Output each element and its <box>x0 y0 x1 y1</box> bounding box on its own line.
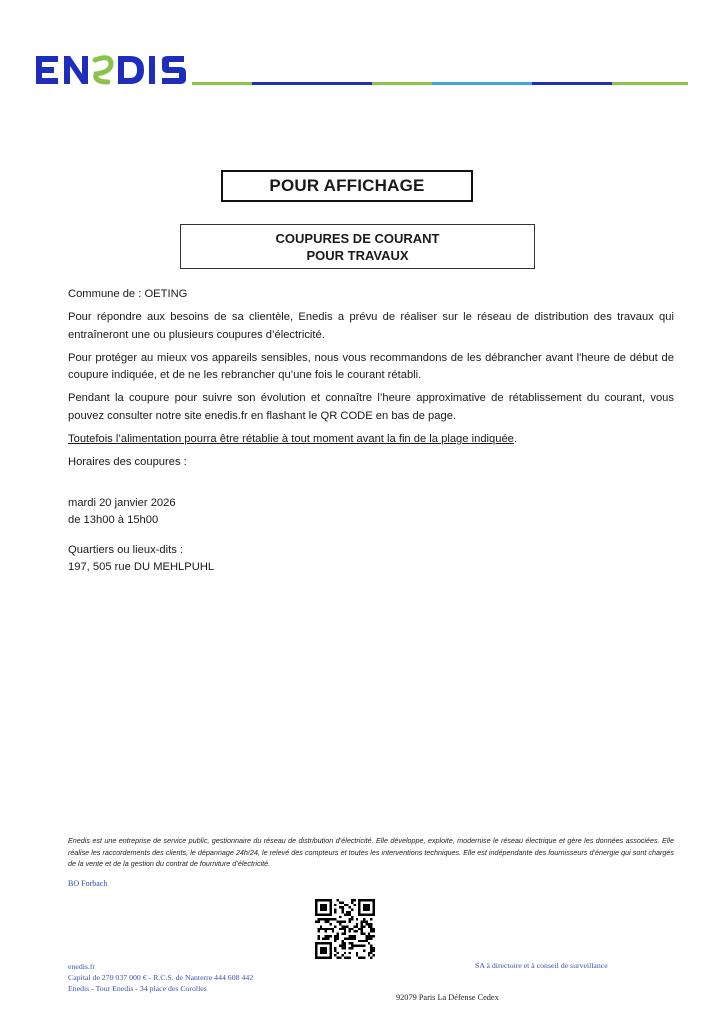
subtitle-line1: COUPURES DE COURANT <box>275 231 440 246</box>
footer-address: Enedis - Tour Enedis - 34 place des Corolles <box>68 984 207 993</box>
subtitle-line2: POUR TRAVAUX <box>306 248 409 263</box>
paragraph-3: Pendant la coupure pour suivre son évolution et connaître l’heure approximative de rétablissement du courant, vous pouvez consulter notre site enedis.fr en flashant le QR CODE en bas de page. <box>68 392 674 422</box>
office-name: BO Forbach <box>68 879 108 888</box>
footer-site[interactable]: enedis.fr <box>68 962 96 971</box>
footer-left <box>68 961 253 994</box>
notice-body <box>68 286 674 478</box>
title-box: POUR AFFICHAGE <box>221 170 473 202</box>
enedis-logo <box>36 52 188 88</box>
header-divider <box>192 82 688 85</box>
footer-city: 92079 Paris La Défense Cedex <box>396 993 499 1002</box>
subtitle-box <box>180 224 535 269</box>
schedule-time: de 13h00 à 15h00 <box>68 514 159 526</box>
qr-code[interactable] <box>315 899 375 959</box>
footer-capital: Capital de 270 037 000 € - R.C.S. de Nanterre 444 608 442 <box>68 973 254 982</box>
schedule <box>68 495 176 529</box>
legal-notice: Enedis est une entreprise de service public, gestionnaire du réseau de distribution d’électricité. Elle développe, exploite, modernise le réseau électrique et gère les données associées. Elle réalise les raccordements des clients, le dépannage 24h/24, le relevé des compteurs et toutes les interventions techniques. Elle est indépendante des fournisseurs d’énergie qui sont chargés de la vente et de la gestion du contrat de fourniture d’électricité. <box>68 836 674 868</box>
places-label: Quartiers ou lieux-dits : <box>68 544 184 556</box>
commune: Commune de : OETING <box>68 288 188 300</box>
footer-sa: SA à directoire et à conseil de surveillance <box>475 961 608 970</box>
paragraph-1: Pour répondre aux besoins de sa clientèle, Enedis a prévu de réaliser sur le réseau de distribution des travaux qui entraîneront une ou plusieurs coupures d’électricité. <box>68 311 674 341</box>
paragraph-2: Pour protéger au mieux vos appareils sensibles, nous vous recommandons de les débrancher avant l'heure de début de coupure indiquée, et de ne les rebrancher qu’une fois le courant rétabli. <box>68 351 674 382</box>
paragraph-4 <box>68 431 674 448</box>
places <box>68 542 214 576</box>
schedule-date: mardi 20 janvier 2026 <box>68 497 176 509</box>
places-value: 197, 505 rue DU MEHLPUHL <box>68 561 215 573</box>
restore-warning: Toutefois l’alimentation pourra être rétablie à tout moment avant la fin de la plage indiquée <box>68 433 514 446</box>
horaires-label: Horaires des coupures : <box>68 456 187 469</box>
restore-warning-period: . <box>513 433 518 446</box>
